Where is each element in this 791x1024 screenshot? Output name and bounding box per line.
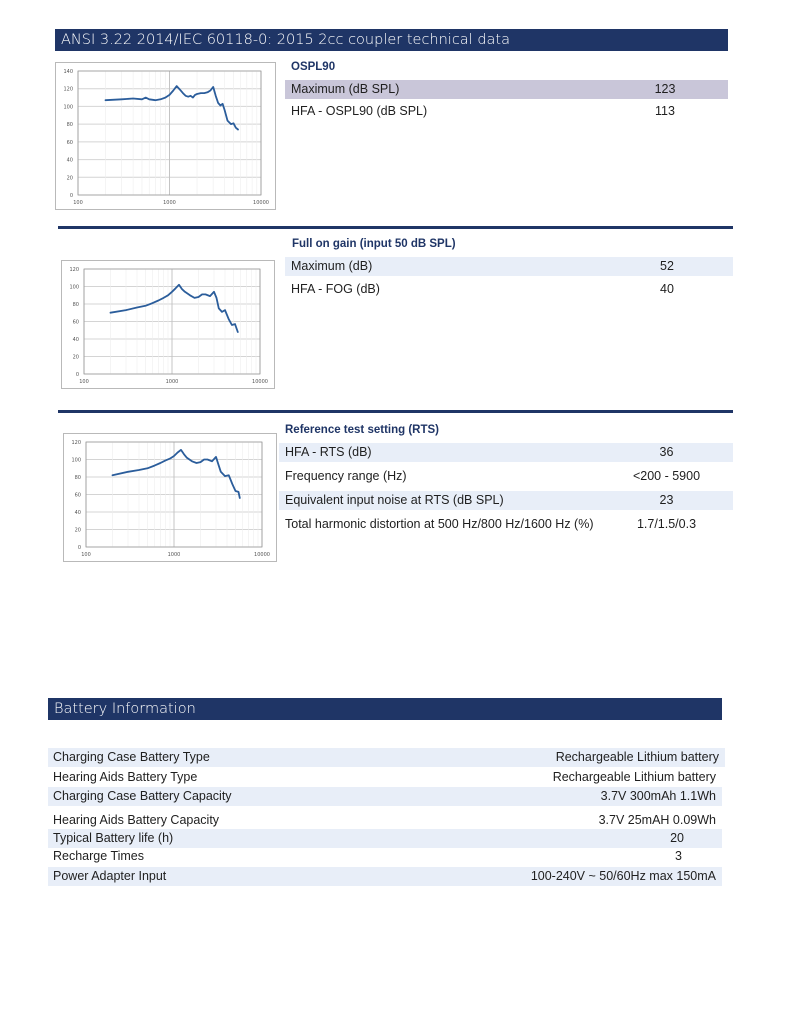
battery-row-label: Charging Case Battery Capacity <box>53 789 232 803</box>
x-tick-label: 1000 <box>165 379 179 385</box>
rts-freq-value: <200 - 5900 <box>632 469 701 483</box>
battery-row-label: Power Adapter Input <box>53 869 167 883</box>
response-curve <box>106 86 239 129</box>
fog-hfa-label: HFA - FOG (dB) <box>291 282 380 296</box>
y-tick-label: 80 <box>66 122 73 129</box>
battery-row <box>48 748 725 767</box>
y-tick-label: 20 <box>66 175 73 182</box>
battery-row-label: Recharge Times <box>53 849 145 863</box>
battery-row-label: Hearing Aids Battery Capacity <box>53 813 220 827</box>
fog-max-value: 52 <box>660 259 674 273</box>
rts-chart-svg <box>64 434 276 561</box>
rts-chart <box>63 433 277 562</box>
y-tick-label: 100 <box>63 104 73 111</box>
y-tick-label: 20 <box>72 354 79 361</box>
y-tick-label: 100 <box>69 284 79 291</box>
x-tick-label: 1000 <box>163 200 176 206</box>
battery-row-label: Charging Case Battery Type <box>53 750 210 764</box>
rts-noise-row <box>279 491 733 510</box>
y-tick-label: 100 <box>71 457 81 464</box>
rts-noise-label: Equivalent input noise at RTS (dB SPL) <box>285 493 504 507</box>
ospl90-chart <box>55 62 276 210</box>
section-divider <box>58 226 733 229</box>
x-tick-label: 100 <box>81 552 91 558</box>
rts-thd-label: Total harmonic distortion at 500 Hz/800 Hz/1600 Hz (%) <box>285 517 594 531</box>
x-tick-label: 1000 <box>167 552 181 558</box>
ospl90-max-row <box>285 80 728 99</box>
battery-row-value: Rechargeable Lithium battery <box>555 750 719 764</box>
rts-noise-value: 23 <box>659 493 674 507</box>
y-tick-label: 120 <box>63 86 73 93</box>
fog-chart-svg <box>62 261 274 388</box>
ospl90-hfa-value: 113 <box>655 104 675 118</box>
fog-max-row <box>285 257 733 276</box>
y-tick-label: 60 <box>74 492 81 499</box>
x-tick-label: 10000 <box>252 379 268 385</box>
y-tick-label: 0 <box>77 545 81 551</box>
battery-banner <box>48 698 722 720</box>
y-tick-label: 80 <box>74 475 81 481</box>
y-tick-label: 60 <box>66 139 73 146</box>
battery-row <box>48 787 722 806</box>
y-tick-label: 0 <box>75 372 79 378</box>
ospl90-hfa-label: HFA - OSPL90 (dB SPL) <box>291 104 428 118</box>
battery-title: Battery Information <box>54 701 196 717</box>
x-tick-label: 10000 <box>253 200 269 206</box>
x-tick-label: 100 <box>79 379 89 385</box>
battery-row <box>48 811 722 830</box>
rts-hfa-value: 36 <box>659 445 674 459</box>
battery-row-value: 3.7V 300mAh 1.1Wh <box>600 789 716 803</box>
ospl90-max-value: 123 <box>654 82 676 96</box>
rts-freq-row <box>279 467 733 486</box>
response-curve <box>111 285 238 332</box>
y-tick-label: 40 <box>72 337 79 343</box>
page-title-banner <box>55 29 728 51</box>
battery-row <box>48 867 722 886</box>
battery-row-value: Rechargeable Lithium battery <box>552 770 716 784</box>
battery-row-label: Typical Battery life (h) <box>53 831 174 845</box>
ospl90-max-label: Maximum (dB SPL) <box>291 82 400 96</box>
fog-chart <box>61 260 275 389</box>
fog-section-title: Full on gain (input 50 dB SPL) <box>292 238 456 250</box>
y-tick-label: 140 <box>63 69 73 75</box>
rts-hfa-row <box>279 443 733 462</box>
fog-max-label: Maximum (dB) <box>291 259 373 273</box>
battery-row <box>48 829 722 848</box>
ospl90-hfa-row <box>285 102 728 121</box>
x-tick-label: 10000 <box>254 552 270 558</box>
fog-hfa-value: 40 <box>660 282 674 296</box>
y-tick-label: 20 <box>74 527 81 534</box>
rts-thd-value: 1.7/1.5/0.3 <box>636 517 697 531</box>
battery-row <box>48 847 722 866</box>
rts-thd-row <box>279 515 733 534</box>
y-tick-label: 120 <box>69 267 79 273</box>
rts-hfa-label: HFA - RTS (dB) <box>285 445 372 459</box>
rts-section-title: Reference test setting (RTS) <box>285 424 440 436</box>
section-divider <box>58 410 733 413</box>
battery-row-value: 20 <box>670 831 684 845</box>
ospl90-chart-svg <box>56 63 275 209</box>
y-tick-label: 80 <box>72 302 79 308</box>
battery-row-value: 3.7V 25mAH 0.09Wh <box>598 813 716 827</box>
response-curve <box>113 450 240 498</box>
battery-row <box>48 768 722 787</box>
y-tick-label: 60 <box>72 319 79 326</box>
ospl90-section-title: OSPL90 <box>291 61 336 73</box>
y-tick-label: 0 <box>69 193 73 199</box>
battery-row-label: Hearing Aids Battery Type <box>53 770 198 784</box>
y-tick-label: 120 <box>71 440 81 446</box>
x-tick-label: 100 <box>73 200 83 206</box>
battery-row-value: 3 <box>675 849 682 863</box>
battery-row-value: 100-240V ~ 50/60Hz max 150mA <box>530 869 716 883</box>
page-title: ANSI 3.22 2014/IEC 60118-0: 2015 2cc coupler technical data <box>61 32 510 48</box>
y-tick-label: 40 <box>66 157 73 164</box>
rts-freq-label: Frequency range (Hz) <box>285 469 407 483</box>
fog-hfa-row <box>285 280 733 299</box>
y-tick-label: 40 <box>74 510 81 516</box>
